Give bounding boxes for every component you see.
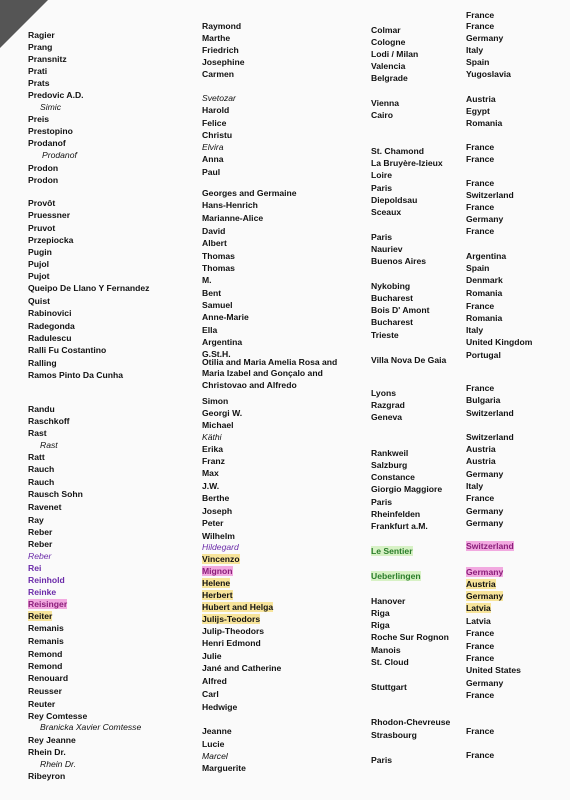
- country-entry: Spain: [466, 263, 490, 273]
- city-entry: Strasbourg: [371, 730, 417, 740]
- surname-entry: Pujol: [28, 259, 50, 269]
- first-name-entry: Bent: [202, 288, 222, 298]
- surname-entry: Rast: [40, 440, 58, 450]
- first-name-entry: Helene: [202, 578, 231, 588]
- first-name-entry: Wilhelm: [202, 531, 235, 541]
- country-entry: France: [466, 21, 495, 31]
- country-entry: Romania: [466, 118, 503, 128]
- city-entry: Buenos Aires: [371, 256, 427, 266]
- city-entry: Paris: [371, 497, 393, 507]
- country-entry: France: [466, 301, 495, 311]
- surname-entry: Reinhold: [28, 575, 65, 585]
- surname-entry: Ralling: [28, 358, 57, 368]
- first-name-entry: Alfred: [202, 676, 227, 686]
- first-name-entry: Marguerite: [202, 763, 246, 773]
- country-entry: Germany: [466, 518, 504, 528]
- city-entry: Lodi / Milan: [371, 49, 419, 59]
- city-entry: Sceaux: [371, 207, 402, 217]
- city-entry: Le Sentier: [371, 546, 413, 556]
- country-entry: Romania: [466, 288, 503, 298]
- surname-entry: Rhein Dr.: [28, 747, 66, 757]
- country-entry: Germany: [466, 33, 504, 43]
- country-entry: Austria: [466, 456, 496, 466]
- first-name-entry: Svetozar: [202, 93, 236, 103]
- first-name-entry: Vincenzo: [202, 554, 240, 564]
- first-name-entry: David: [202, 226, 226, 236]
- city-entry: Geneva: [371, 412, 403, 422]
- country-entry: United Kingdom: [466, 337, 533, 347]
- city-entry: Razgrad: [371, 400, 405, 410]
- first-name-entry: Samuel: [202, 300, 233, 310]
- first-name-entry: Marcel: [202, 751, 228, 761]
- city-entry: Frankfurt a.M.: [371, 521, 428, 531]
- surname-entry: Prang: [28, 42, 53, 52]
- city-entry: Trieste: [371, 330, 399, 340]
- surname-entry: Pujot: [28, 271, 50, 281]
- surname-entry: Prati: [28, 66, 48, 76]
- first-name-entry: Hans-Henrich: [202, 200, 258, 210]
- first-name-entry: Jeanne: [202, 726, 232, 736]
- city-entry: Paris: [371, 755, 393, 765]
- surname-entry: Reiter: [28, 611, 53, 621]
- city-entry: Ueberlingen: [371, 571, 421, 581]
- surname-entry: Rabinovici: [28, 308, 72, 318]
- country-entry: Yugoslavia: [466, 69, 511, 79]
- first-name-entry: Ella: [202, 325, 218, 335]
- first-name-entry: Felice: [202, 118, 227, 128]
- country-entry: Germany: [466, 591, 504, 601]
- city-entry: Valencia: [371, 61, 406, 71]
- country-entry: Egypt: [466, 106, 490, 116]
- surname-entry: Reuter: [28, 699, 56, 709]
- surname-entry: Quist: [28, 296, 50, 306]
- city-entry: Roche Sur Rognon: [371, 632, 449, 642]
- first-name-entry: Argentina: [202, 337, 243, 347]
- first-name-entry: Max: [202, 468, 219, 478]
- first-name-entry: Lucie: [202, 739, 225, 749]
- city-entry: Colmar: [371, 25, 401, 35]
- city-entry: St. Cloud: [371, 657, 409, 667]
- country-entry: Switzerland: [466, 190, 514, 200]
- first-name-entry: Anne-Marie: [202, 312, 249, 322]
- first-name-entry: Anna: [202, 154, 224, 164]
- surname-entry: Preis: [28, 114, 50, 124]
- city-entry: Riga: [371, 620, 390, 630]
- surname-entry: Reinke: [28, 587, 57, 597]
- city-entry: Paris: [371, 232, 393, 242]
- surname-entry: Remanis: [28, 636, 64, 646]
- city-entry: St. Chamond: [371, 146, 424, 156]
- first-name-entry: Berthe: [202, 493, 230, 503]
- city-entry: Rheinfelden: [371, 509, 421, 519]
- city-entry: Salzburg: [371, 460, 408, 470]
- country-entry: France: [466, 383, 495, 393]
- country-entry: France: [466, 10, 495, 20]
- country-entry: France: [466, 142, 495, 152]
- country-entry: France: [466, 154, 495, 164]
- first-name-entry: Thomas: [202, 251, 235, 261]
- surname-entry: Queipo De Llano Y Fernandez: [28, 283, 150, 293]
- first-name-entry: Hubert and Helga: [202, 602, 274, 612]
- city-entry: Cairo: [371, 110, 393, 120]
- city-entry: Lyons: [371, 388, 396, 398]
- surname-entry: Randu: [28, 404, 55, 414]
- surname-entry: Prodanof: [42, 150, 77, 160]
- city-entry: Belgrade: [371, 73, 408, 83]
- surname-entry: Ratt: [28, 452, 45, 462]
- country-entry: France: [466, 641, 495, 651]
- surname-entry: Pransnitz: [28, 54, 67, 64]
- first-name-entry: Simon: [202, 396, 229, 406]
- first-name-entry: Georges and Germaine: [202, 188, 297, 198]
- country-entry: Portugal: [466, 350, 501, 360]
- country-entry: Italy: [466, 45, 484, 55]
- surname-entry: Ralli Fu Costantino: [28, 345, 107, 355]
- city-entry: Bois D' Amont: [371, 305, 430, 315]
- surname-entry: Remond: [28, 649, 63, 659]
- surname-entry: Reber: [28, 527, 53, 537]
- first-name-entry: Hildegard: [202, 542, 239, 552]
- first-name-entry: Herbert: [202, 590, 233, 600]
- country-entry: Germany: [466, 567, 504, 577]
- first-name-entry: Christu: [202, 130, 233, 140]
- city-entry: Cologne: [371, 37, 406, 47]
- city-entry: Paris: [371, 183, 393, 193]
- first-name-entry: Erika: [202, 444, 224, 454]
- surname-entry: Remond: [28, 661, 63, 671]
- surname-entry: Ragier: [28, 30, 55, 40]
- surname-entry: Ramos Pinto Da Cunha: [28, 370, 124, 380]
- city-entry: Nykobing: [371, 281, 411, 291]
- surname-entry: Rei: [28, 563, 42, 573]
- first-name-entry: Carl: [202, 689, 219, 699]
- surname-entry: Ravenet: [28, 502, 62, 512]
- first-name-entry: Michael: [202, 420, 234, 430]
- city-entry: Loire: [371, 170, 393, 180]
- city-entry: Riga: [371, 608, 390, 618]
- first-name-entry: Jané and Catherine: [202, 663, 282, 673]
- first-name-entry: Raymond: [202, 21, 242, 31]
- surname-entry: Predovic A.D.: [28, 90, 84, 100]
- first-name-entry: Otilia and Maria Amelia Rosa and: [202, 357, 338, 367]
- folded-corner: [0, 0, 48, 48]
- country-entry: Argentina: [466, 251, 507, 261]
- first-name-entry: Julijs-Teodors: [202, 614, 261, 624]
- country-entry: Austria: [466, 94, 496, 104]
- city-entry: La Bruyère-Izieux: [371, 158, 443, 168]
- country-entry: Germany: [466, 214, 504, 224]
- country-entry: Germany: [466, 506, 504, 516]
- surname-entry: Prodanof: [28, 138, 66, 148]
- first-name-entry: Henri Edmond: [202, 638, 261, 648]
- surname-entry: Radegonda: [28, 321, 75, 331]
- first-name-entry: Peter: [202, 518, 224, 528]
- first-name-entry: Marianne-Alice: [202, 213, 264, 223]
- surname-entry: Renouard: [28, 673, 69, 683]
- surname-entry: Prestopino: [28, 126, 73, 136]
- country-entry: United States: [466, 665, 521, 675]
- country-entry: Latvia: [466, 616, 491, 626]
- surname-entry: Ray: [28, 515, 44, 525]
- surname-entry: Prats: [28, 78, 50, 88]
- city-entry: Bucharest: [371, 317, 414, 327]
- first-name-entry: Thomas: [202, 263, 235, 273]
- first-name-entry: Franz: [202, 456, 225, 466]
- surname-entry: Rey Jeanne: [28, 735, 76, 745]
- first-name-entry: Georgi W.: [202, 408, 243, 418]
- country-entry: Switzerland: [466, 541, 514, 551]
- country-entry: Germany: [466, 678, 504, 688]
- country-entry: France: [466, 493, 495, 503]
- country-entry: Bulgaria: [466, 395, 501, 405]
- country-entry: France: [466, 653, 495, 663]
- city-entry: Villa Nova De Gaia: [371, 355, 447, 365]
- first-name-entry: Käthi: [202, 432, 222, 442]
- country-entry: Denmark: [466, 275, 503, 285]
- city-entry: Bucharest: [371, 293, 414, 303]
- country-entry: Austria: [466, 579, 496, 589]
- surname-entry: Pruessner: [28, 210, 71, 220]
- first-name-entry: Hedwige: [202, 702, 238, 712]
- surname-entry: Rauch: [28, 464, 55, 474]
- surname-entry: Reber: [28, 551, 52, 561]
- country-entry: France: [466, 628, 495, 638]
- country-entry: France: [466, 750, 495, 760]
- city-entry: Manois: [371, 645, 401, 655]
- surname-entry: Pugin: [28, 247, 52, 257]
- country-entry: Germany: [466, 469, 504, 479]
- first-name-entry: Carmen: [202, 69, 234, 79]
- first-name-entry: J.W.: [202, 481, 220, 491]
- first-name-entry: Joseph: [202, 506, 233, 516]
- surname-entry: Rey Comtesse: [28, 711, 88, 721]
- first-name-entry: Friedrich: [202, 45, 239, 55]
- country-entry: Latvia: [466, 603, 491, 613]
- surname-entry: Remanis: [28, 623, 64, 633]
- first-name-entry: Mignon: [202, 566, 233, 576]
- surname-entry: Prodon: [28, 163, 59, 173]
- city-entry: Giorgio Maggiore: [371, 484, 443, 494]
- country-entry: France: [466, 226, 495, 236]
- surname-entry: Przepiocka: [28, 235, 74, 245]
- surname-entry: Raschkoff: [28, 416, 70, 426]
- first-name-entry: Marthe: [202, 33, 231, 43]
- first-name-entry: Maria Izabel and Gonçalo and: [202, 368, 323, 378]
- surname-entry: Pruvot: [28, 223, 56, 233]
- city-entry: Stuttgart: [371, 682, 407, 692]
- country-entry: Spain: [466, 57, 490, 67]
- city-entry: Constance: [371, 472, 415, 482]
- surname-entry: Reisinger: [28, 599, 68, 609]
- surname-entry: Branicka Xavier Comtesse: [40, 722, 142, 732]
- first-name-entry: Christovao and Alfredo: [202, 380, 297, 390]
- city-entry: Hanover: [371, 596, 406, 606]
- country-entry: Switzerland: [466, 408, 514, 418]
- country-entry: Italy: [466, 325, 484, 335]
- country-entry: Austria: [466, 444, 496, 454]
- country-entry: Romania: [466, 313, 503, 323]
- surname-entry: Radulescu: [28, 333, 72, 343]
- country-entry: France: [466, 726, 495, 736]
- first-name-entry: Harold: [202, 105, 230, 115]
- first-name-entry: Elvira: [202, 142, 224, 152]
- first-name-entry: Albert: [202, 238, 227, 248]
- surname-entry: Provôt: [28, 198, 56, 208]
- surname-entry: Reber: [28, 539, 53, 549]
- surname-entry: Rauch: [28, 477, 55, 487]
- surname-entry: Ribeyron: [28, 771, 66, 781]
- first-name-entry: Josephine: [202, 57, 245, 67]
- city-entry: Diepoldsau: [371, 195, 418, 205]
- country-entry: France: [466, 178, 495, 188]
- first-name-entry: Paul: [202, 167, 221, 177]
- surname-entry: Reusser: [28, 686, 62, 696]
- surname-entry: Rhein Dr.: [40, 759, 76, 769]
- surname-entry: Simic: [40, 102, 62, 112]
- surname-entry: Prodon: [28, 175, 59, 185]
- city-entry: Nauriev: [371, 244, 403, 254]
- country-entry: France: [466, 202, 495, 212]
- surname-entry: Rausch Sohn: [28, 489, 83, 499]
- surname-entry: Rast: [28, 428, 47, 438]
- country-entry: France: [466, 690, 495, 700]
- first-name-entry: Julip-Theodors: [202, 626, 265, 636]
- city-entry: Rankweil: [371, 448, 409, 458]
- country-entry: Italy: [466, 481, 484, 491]
- first-name-entry: Julie: [202, 651, 222, 661]
- country-entry: Switzerland: [466, 432, 514, 442]
- city-entry: Vienna: [371, 98, 400, 108]
- city-entry: Rhodon-Chevreuse: [371, 717, 451, 727]
- first-name-entry: M.: [202, 275, 212, 285]
- first-name-entry: G.St.H.: [202, 349, 231, 359]
